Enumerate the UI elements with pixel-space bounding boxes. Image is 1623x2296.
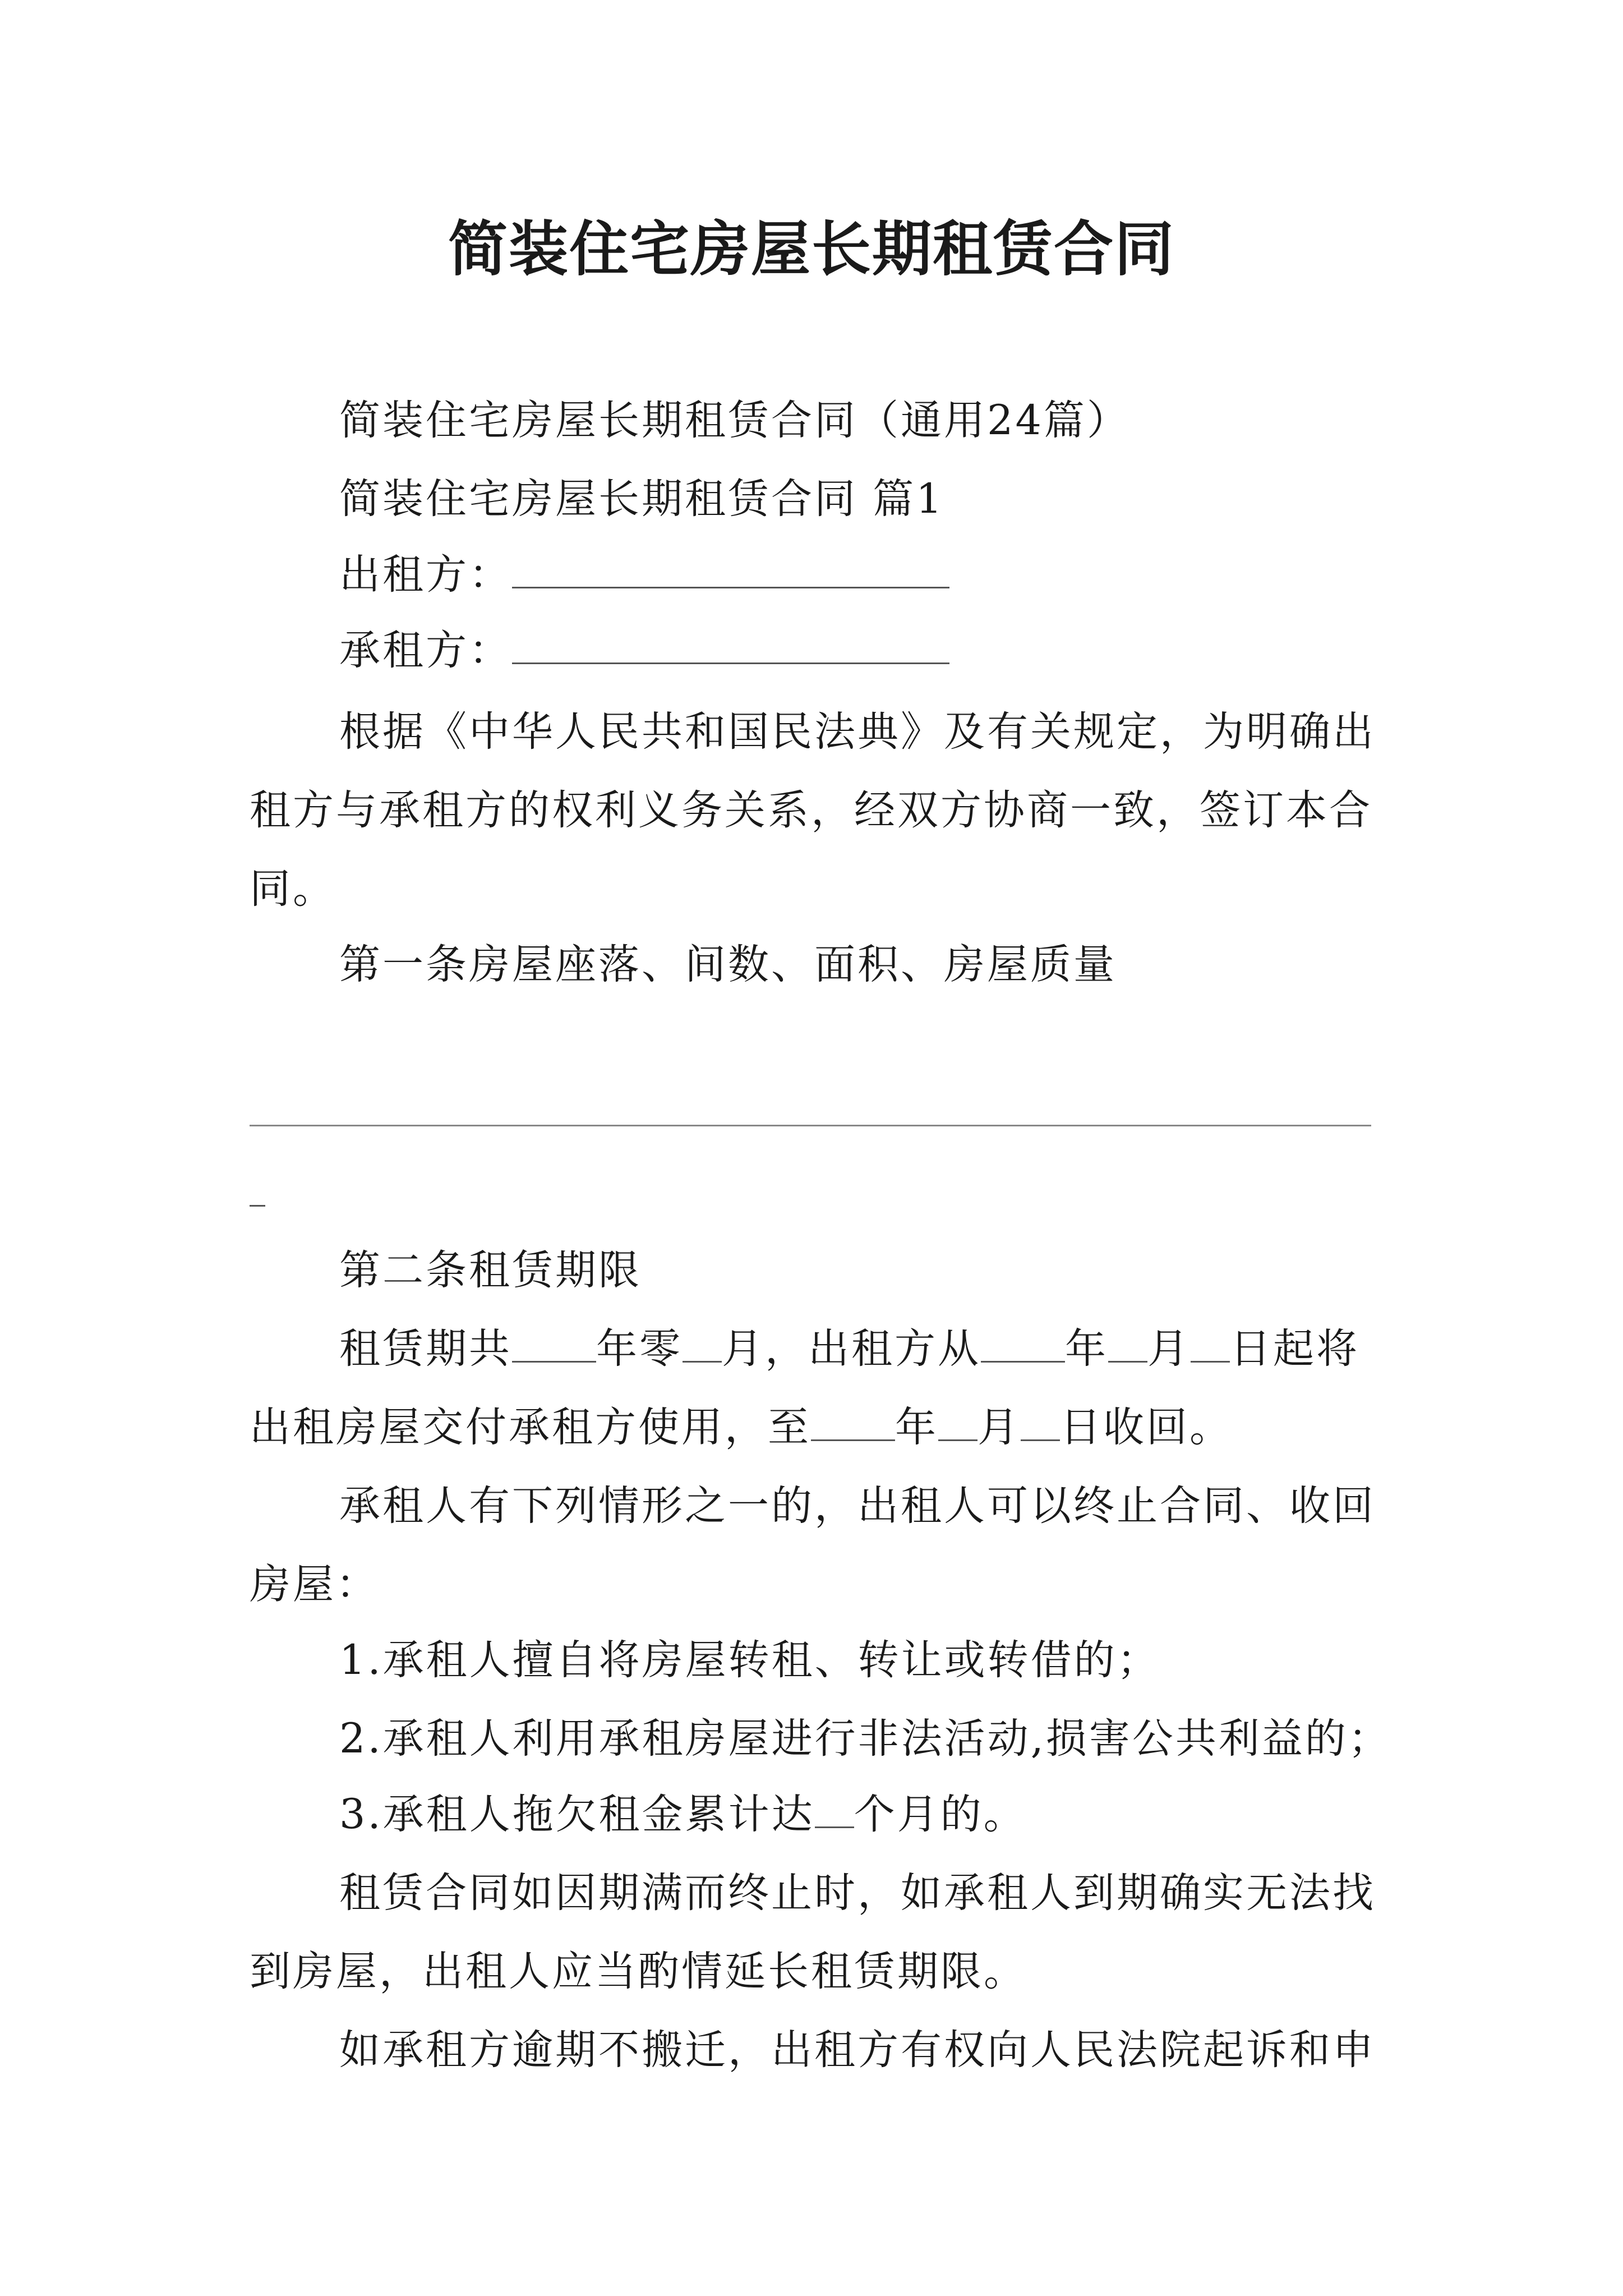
- term-text: 年零: [596, 1325, 683, 1373]
- term-text: 月: [978, 1404, 1021, 1451]
- lessee-label: 承租方：: [339, 627, 512, 674]
- term-text: 租赁期共: [339, 1325, 512, 1373]
- arrears-months-blank[interactable]: [815, 1793, 854, 1828]
- lessor-line: [339, 541, 949, 600]
- item-text: 个月的。: [854, 1791, 1027, 1838]
- intro-line-1: 根据《中华人民共和国民法典》及有关规定，为明确出: [339, 708, 1376, 756]
- months-blank[interactable]: [683, 1327, 722, 1363]
- end-day-blank[interactable]: [1021, 1406, 1060, 1441]
- term-text: 日起将: [1230, 1325, 1359, 1373]
- start-day-blank[interactable]: [1191, 1327, 1230, 1363]
- eviction-line-1: 如承租方逾期不搬迁，出租方有权向人民法院起诉和申: [339, 2026, 1376, 2074]
- term-text: 日收回。: [1060, 1404, 1233, 1451]
- start-year-blank[interactable]: [981, 1327, 1065, 1363]
- term-text: 年: [895, 1404, 938, 1451]
- condition-item-2: 2.承租人利用承租房屋进行非法活动,损害公共利益的；: [339, 1715, 1391, 1763]
- years-blank[interactable]: [512, 1327, 596, 1363]
- end-year-blank[interactable]: [811, 1406, 895, 1441]
- termination-line-2: 房屋：: [250, 1561, 379, 1608]
- article-1-fill-dash: [250, 1205, 265, 1207]
- term-text: 月，出租方从: [722, 1325, 981, 1373]
- subtitle: 简装住宅房屋长期租赁合同（通用24篇）: [339, 397, 1130, 444]
- termination-line-1: 承租人有下列情形之一的，出租人可以终止合同、收回: [339, 1482, 1376, 1530]
- term-line-2: [250, 1394, 1233, 1453]
- end-month-blank[interactable]: [938, 1406, 978, 1441]
- term-text: 年: [1065, 1325, 1108, 1373]
- lessee-line: [339, 617, 949, 676]
- article-1-heading: 第一条房屋座落、间数、面积、房屋质量: [339, 941, 1117, 988]
- expiry-line-2: 到房屋，出租人应当酌情延长租赁期限。: [250, 1948, 1027, 1995]
- intro-line-3: 同。: [250, 865, 336, 913]
- condition-item-3: [339, 1781, 1027, 1840]
- start-month-blank[interactable]: [1108, 1327, 1147, 1363]
- article-2-heading: 第二条租赁期限: [339, 1246, 642, 1294]
- lessor-label: 出租方：: [339, 551, 512, 599]
- term-text: 出租房屋交付承租方使用，至: [250, 1404, 811, 1451]
- condition-item-1: 1.承租人擅自将房屋转租、转让或转借的；: [339, 1636, 1160, 1684]
- lessor-blank[interactable]: [512, 553, 949, 588]
- article-1-fill-rule[interactable]: [250, 1125, 1371, 1126]
- document-title: 简装住宅房屋长期租赁合同: [448, 215, 1175, 284]
- intro-line-2: 租方与承租方的权利义务关系，经双方协商一致，签订本合: [250, 786, 1372, 834]
- part-heading: 简装住宅房屋长期租赁合同 篇1: [339, 475, 944, 523]
- item-text: 3.承租人拖欠租金累计达: [339, 1791, 815, 1838]
- lessee-blank[interactable]: [512, 629, 949, 664]
- term-text: 月: [1147, 1325, 1191, 1373]
- expiry-line-1: 租赁合同如因期满而终止时，如承租人到期确实无法找: [339, 1869, 1376, 1917]
- term-line-1: [339, 1315, 1359, 1374]
